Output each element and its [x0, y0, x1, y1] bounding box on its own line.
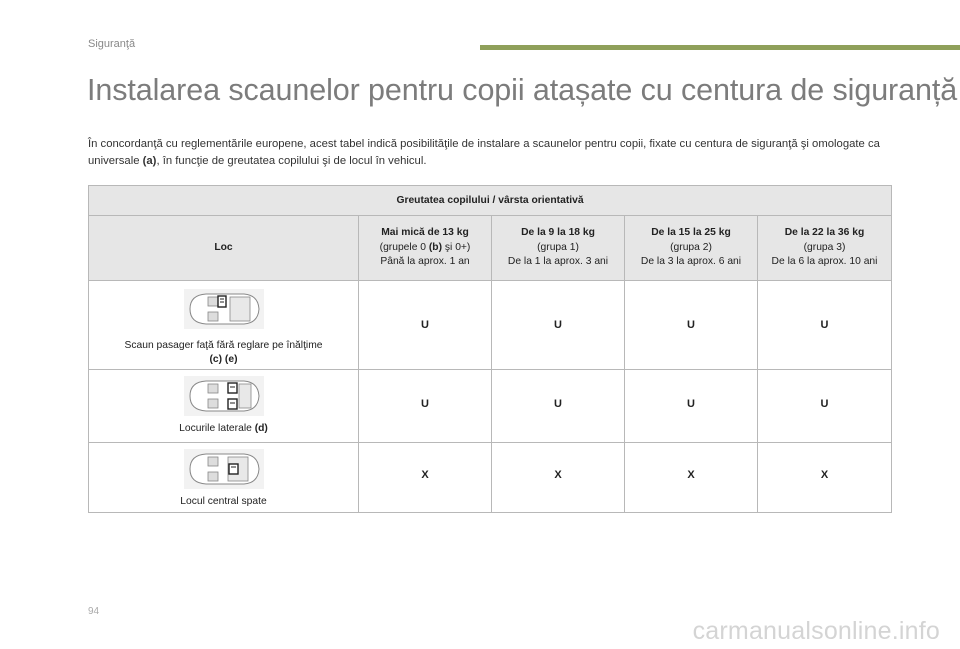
- loc-header: Loc: [89, 216, 359, 281]
- accent-bar: [480, 45, 960, 50]
- row-notes: (c) (e): [209, 354, 238, 365]
- value-cell: U: [625, 281, 758, 370]
- row-label: Locurile laterale: [179, 423, 255, 434]
- value-cell: U: [625, 370, 758, 443]
- watermark: carmanualsonline.info: [692, 617, 940, 645]
- intro-text-before: În concordanţă cu reglementările europene, acest tabel indică posibilităţile de instalare a scaunelor pentru copii, fixate cu centura de siguranţă şi omologate ca universale: [88, 138, 880, 167]
- value-cell: X: [359, 443, 492, 513]
- car-rear-side-seats-icon: [184, 376, 264, 416]
- value-cell: U: [758, 370, 892, 443]
- value-cell: U: [758, 281, 892, 370]
- car-front-seat-icon: [184, 289, 264, 329]
- value-cell: U: [359, 370, 492, 443]
- row-label: Locul central spate: [180, 496, 267, 507]
- car-rear-center-seat-icon: [184, 449, 264, 489]
- table-column-header-row: [89, 216, 892, 281]
- child-seat-table: [88, 185, 892, 513]
- group-header: Greutatea copilului / vârsta orientativă: [89, 186, 892, 216]
- value-cell: U: [492, 370, 625, 443]
- loc-cell: [89, 443, 359, 513]
- column-header: De la 15 la 25 kg (grupa 2) De la 3 la aprox. 6 ani: [625, 216, 758, 281]
- page-number: 94: [88, 606, 100, 617]
- loc-cell: [89, 281, 359, 370]
- column-header: Mai mică de 13 kg (grupele 0 (b) şi 0+) Până la aprox. 1 an: [359, 216, 492, 281]
- row-notes: (d): [254, 423, 268, 434]
- value-cell: U: [359, 281, 492, 370]
- value-cell: U: [492, 281, 625, 370]
- table-row: [89, 443, 892, 513]
- table-group-header-row: [89, 186, 892, 216]
- value-cell: X: [758, 443, 892, 513]
- intro-bold-note: (a): [142, 155, 157, 167]
- value-cell: X: [492, 443, 625, 513]
- table-row: [89, 281, 892, 370]
- column-header: De la 9 la 18 kg (grupa 1) De la 1 la aprox. 3 ani: [492, 216, 625, 281]
- loc-cell: [89, 370, 359, 443]
- table-row: [89, 370, 892, 443]
- row-label: Scaun pasager faţă fără reglare pe înălţime: [124, 340, 323, 351]
- section-label: Siguranţă: [88, 38, 136, 50]
- column-header: De la 22 la 36 kg (grupa 3) De la 6 la aprox. 10 ani: [758, 216, 892, 281]
- page-title: Instalarea scaunelor pentru copii atașate cu centura de siguranță: [87, 73, 958, 107]
- value-cell: X: [625, 443, 758, 513]
- intro-paragraph: [88, 136, 888, 170]
- intro-text-after: , în funcţie de greutatea copilului şi de locul în vehicul.: [156, 155, 427, 167]
